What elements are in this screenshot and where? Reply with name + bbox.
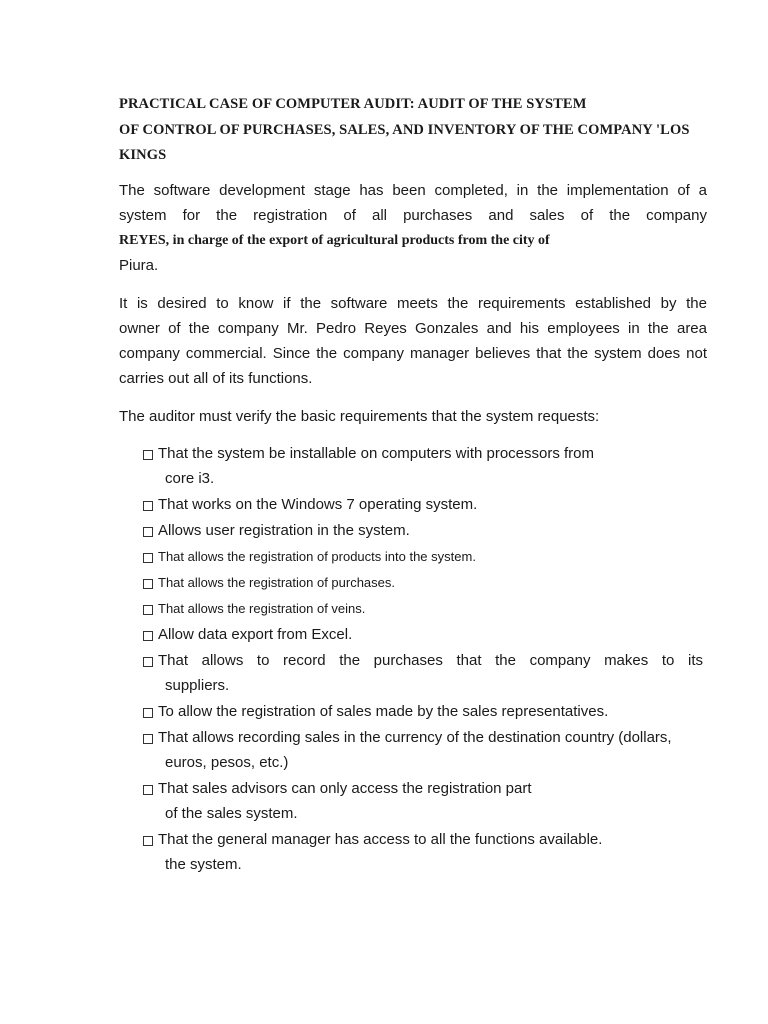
checkbox-bullet-icon	[143, 734, 153, 744]
paragraph-line: REYES, in charge of the export of agricultural products from the city of	[119, 233, 550, 248]
paragraph-line: It is desired to know if the software meets the requirements established by the	[119, 295, 707, 312]
checkbox-bullet-icon	[143, 527, 153, 537]
list-item	[143, 622, 703, 647]
list-item-continuation: euros, pesos, etc.)	[165, 754, 289, 771]
checkbox-bullet-icon	[143, 553, 153, 563]
checkbox-bullet-icon	[143, 450, 153, 460]
list-item	[143, 441, 703, 491]
list-item-text: That sales advisors can only access the registration part	[158, 780, 532, 797]
list-item-text: Allows user registration in the system.	[158, 522, 410, 539]
paragraph-line: Piura.	[119, 257, 159, 274]
list-item	[143, 827, 703, 877]
title-line: OF CONTROL OF PURCHASES, SALES, AND INVENTORY OF THE COMPANY 'LOS	[119, 121, 690, 138]
list-item-continuation: the system.	[165, 856, 242, 873]
list-item-text: That allows the registration of veins.	[158, 601, 366, 616]
checkbox-bullet-icon	[143, 605, 153, 615]
paragraph-line: carries out all of its functions.	[119, 370, 313, 387]
checkbox-bullet-icon	[143, 708, 153, 718]
checkbox-bullet-icon	[143, 836, 153, 846]
paragraph-line: system for the registration of all purchases and sales of the company	[119, 207, 707, 224]
list-item-text: That works on the Windows 7 operating system.	[158, 496, 478, 513]
list-item-text: That allows the registration of purchases.	[158, 575, 396, 590]
list-item	[143, 570, 703, 595]
title-line: PRACTICAL CASE OF COMPUTER AUDIT: AUDIT OF THE SYSTEM	[119, 96, 587, 112]
list-item	[143, 544, 703, 569]
checkbox-bullet-icon	[143, 657, 153, 667]
checkbox-bullet-icon	[143, 579, 153, 589]
list-item-continuation: of the sales system.	[165, 805, 298, 822]
title-line: KINGS	[119, 147, 167, 163]
list-item-text: To allow the registration of sales made by the sales representatives.	[158, 703, 609, 720]
paragraph-project-context	[119, 178, 707, 278]
requirements-list	[143, 441, 703, 878]
paragraph-line: owner of the company Mr. Pedro Reyes Gonzales and his employees in the area	[119, 320, 707, 337]
paragraph-audit-goal	[119, 291, 707, 391]
list-item-text: That allows recording sales in the currency of the destination country (dollars,	[158, 729, 672, 746]
list-item-text: That allows to record the purchases that the company makes to its	[158, 652, 703, 669]
document-title	[119, 92, 719, 169]
list-item-text: That allows the registration of products into the system.	[158, 549, 476, 564]
list-item	[143, 492, 703, 517]
checkbox-bullet-icon	[143, 631, 153, 641]
checkbox-bullet-icon	[143, 501, 153, 511]
list-item	[143, 699, 703, 724]
list-item-text: That the general manager has access to all the functions available.	[158, 831, 603, 848]
list-item-continuation: core i3.	[165, 470, 215, 487]
list-item-text: Allow data export from Excel.	[158, 626, 353, 643]
checkbox-bullet-icon	[143, 785, 153, 795]
list-item	[143, 596, 703, 621]
list-item-text: That the system be installable on computers with processors from	[158, 445, 595, 462]
paragraph-line: The auditor must verify the basic requirements that the system requests:	[119, 408, 600, 425]
paragraph-requirements-intro	[119, 404, 719, 429]
paragraph-line: company commercial. Since the company manager believes that the system does not	[119, 345, 707, 362]
list-item	[143, 648, 703, 698]
list-item	[143, 518, 703, 543]
list-item-continuation: suppliers.	[165, 677, 230, 694]
paragraph-line: The software development stage has been completed, in the implementation of a	[119, 182, 707, 199]
list-item	[143, 725, 703, 775]
list-item	[143, 776, 703, 826]
